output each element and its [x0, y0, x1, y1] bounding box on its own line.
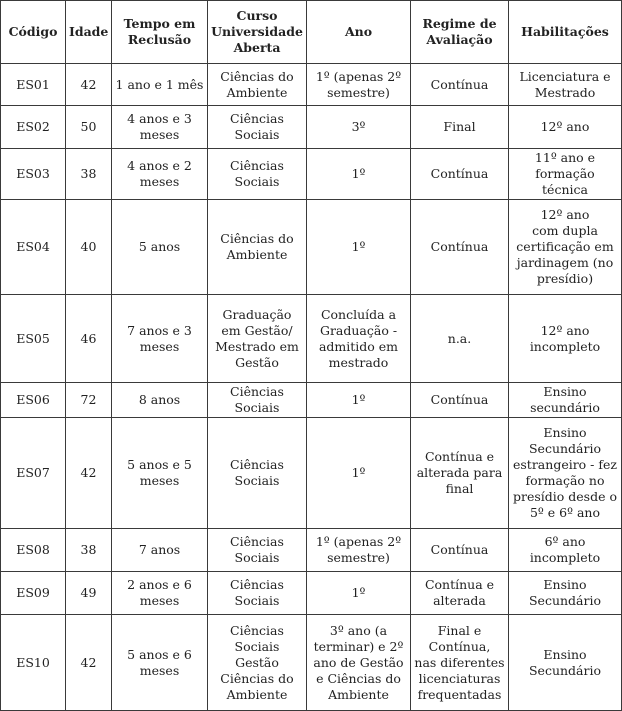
cell-tempo: 2 anos e 6 meses [112, 572, 208, 615]
cell-regime: Contínua [411, 383, 509, 418]
cell-regime: Contínua [411, 529, 509, 572]
table-row [1, 295, 622, 383]
header-ano: Ano [307, 1, 411, 64]
cell-tempo: 5 anos e 6 meses [112, 615, 208, 711]
cell-habilitacoes: Ensino secundário [509, 383, 622, 418]
cell-curso: Ciências Sociais [208, 383, 307, 418]
cell-idade: 49 [66, 572, 112, 615]
cell-ano: 3º ano (a terminar) e 2º ano de Gestão e Ciências do Ambiente [307, 615, 411, 711]
cell-tempo: 5 anos [112, 200, 208, 295]
cell-regime: Contínua e alterada para final [411, 418, 509, 529]
cell-curso: Graduação em Gestão/ Mestrado em Gestão [208, 295, 307, 383]
header-tempo-reclusao: Tempo em Reclusão [112, 1, 208, 64]
header-idade: Idade [66, 1, 112, 64]
cell-habilitacoes: 12º ano [509, 106, 622, 149]
cell-idade: 38 [66, 529, 112, 572]
cell-idade: 40 [66, 200, 112, 295]
table-row [1, 418, 622, 529]
cell-curso: Ciências Sociais [208, 418, 307, 529]
header-codigo: Código [1, 1, 66, 64]
cell-codigo: ES02 [1, 106, 66, 149]
cell-codigo: ES03 [1, 149, 66, 200]
cell-codigo: ES07 [1, 418, 66, 529]
cell-regime: Final e Contínua, nas diferentes licenciaturas frequentadas [411, 615, 509, 711]
table-row [1, 615, 622, 711]
cell-habilitacoes: Ensino Secundário [509, 572, 622, 615]
cell-curso: Ciências Sociais [208, 529, 307, 572]
cell-codigo: ES06 [1, 383, 66, 418]
cell-ano: 1º [307, 149, 411, 200]
cell-codigo: ES04 [1, 200, 66, 295]
cell-curso: Ciências Sociais [208, 106, 307, 149]
cell-curso: Ciências Sociais [208, 572, 307, 615]
cell-curso: Ciências do Ambiente [208, 200, 307, 295]
cell-tempo: 7 anos e 3 meses [112, 295, 208, 383]
cell-tempo: 1 ano e 1 mês [112, 64, 208, 106]
cell-regime: Contínua [411, 64, 509, 106]
cell-codigo: ES01 [1, 64, 66, 106]
cell-tempo: 7 anos [112, 529, 208, 572]
cell-idade: 46 [66, 295, 112, 383]
cell-curso: Ciências Sociais Gestão Ciências do Ambiente [208, 615, 307, 711]
cell-regime: Contínua [411, 149, 509, 200]
cell-habilitacoes: 6º ano incompleto [509, 529, 622, 572]
cell-curso: Ciências Sociais [208, 149, 307, 200]
cell-codigo: ES05 [1, 295, 66, 383]
cell-habilitacoes: Ensino Secundário estrangeiro - fez formação no presídio desde o 5º e 6º ano [509, 418, 622, 529]
cell-curso: Ciências do Ambiente [208, 64, 307, 106]
cell-codigo: ES10 [1, 615, 66, 711]
cell-idade: 42 [66, 615, 112, 711]
cell-ano: 1º [307, 200, 411, 295]
cell-ano: Concluída a Graduação - admitido em mestrado [307, 295, 411, 383]
cell-habilitacoes: Ensino Secundário [509, 615, 622, 711]
table-row [1, 200, 622, 295]
table-header-row [1, 1, 622, 64]
cell-tempo: 5 anos e 5 meses [112, 418, 208, 529]
cell-regime: n.a. [411, 295, 509, 383]
cell-codigo: ES08 [1, 529, 66, 572]
header-curso: Curso Universidade Aberta [208, 1, 307, 64]
cell-tempo: 8 anos [112, 383, 208, 418]
table-row [1, 106, 622, 149]
cell-ano: 1º (apenas 2º semestre) [307, 64, 411, 106]
cell-idade: 42 [66, 64, 112, 106]
cell-habilitacoes: Licenciatura e Mestrado [509, 64, 622, 106]
header-regime-avaliacao: Regime de Avaliação [411, 1, 509, 64]
table-row [1, 149, 622, 200]
cell-idade: 72 [66, 383, 112, 418]
cell-regime: Contínua [411, 200, 509, 295]
cell-idade: 42 [66, 418, 112, 529]
cell-codigo: ES09 [1, 572, 66, 615]
cell-tempo: 4 anos e 2 meses [112, 149, 208, 200]
cell-ano: 1º (apenas 2º semestre) [307, 529, 411, 572]
cell-ano: 1º [307, 383, 411, 418]
cell-habilitacoes: 12º ano com dupla certificação em jardinagem (no presídio) [509, 200, 622, 295]
cell-ano: 1º [307, 418, 411, 529]
table-row [1, 529, 622, 572]
cell-idade: 38 [66, 149, 112, 200]
cell-ano: 1º [307, 572, 411, 615]
cell-tempo: 4 anos e 3 meses [112, 106, 208, 149]
cell-regime: Contínua e alterada [411, 572, 509, 615]
header-habilitacoes: Habilitações [509, 1, 622, 64]
cell-ano: 3º [307, 106, 411, 149]
cell-idade: 50 [66, 106, 112, 149]
cell-regime: Final [411, 106, 509, 149]
cell-habilitacoes: 12º ano incompleto [509, 295, 622, 383]
cell-habilitacoes: 11º ano e formação técnica [509, 149, 622, 200]
table-row [1, 383, 622, 418]
table-row [1, 64, 622, 106]
table-row [1, 572, 622, 615]
